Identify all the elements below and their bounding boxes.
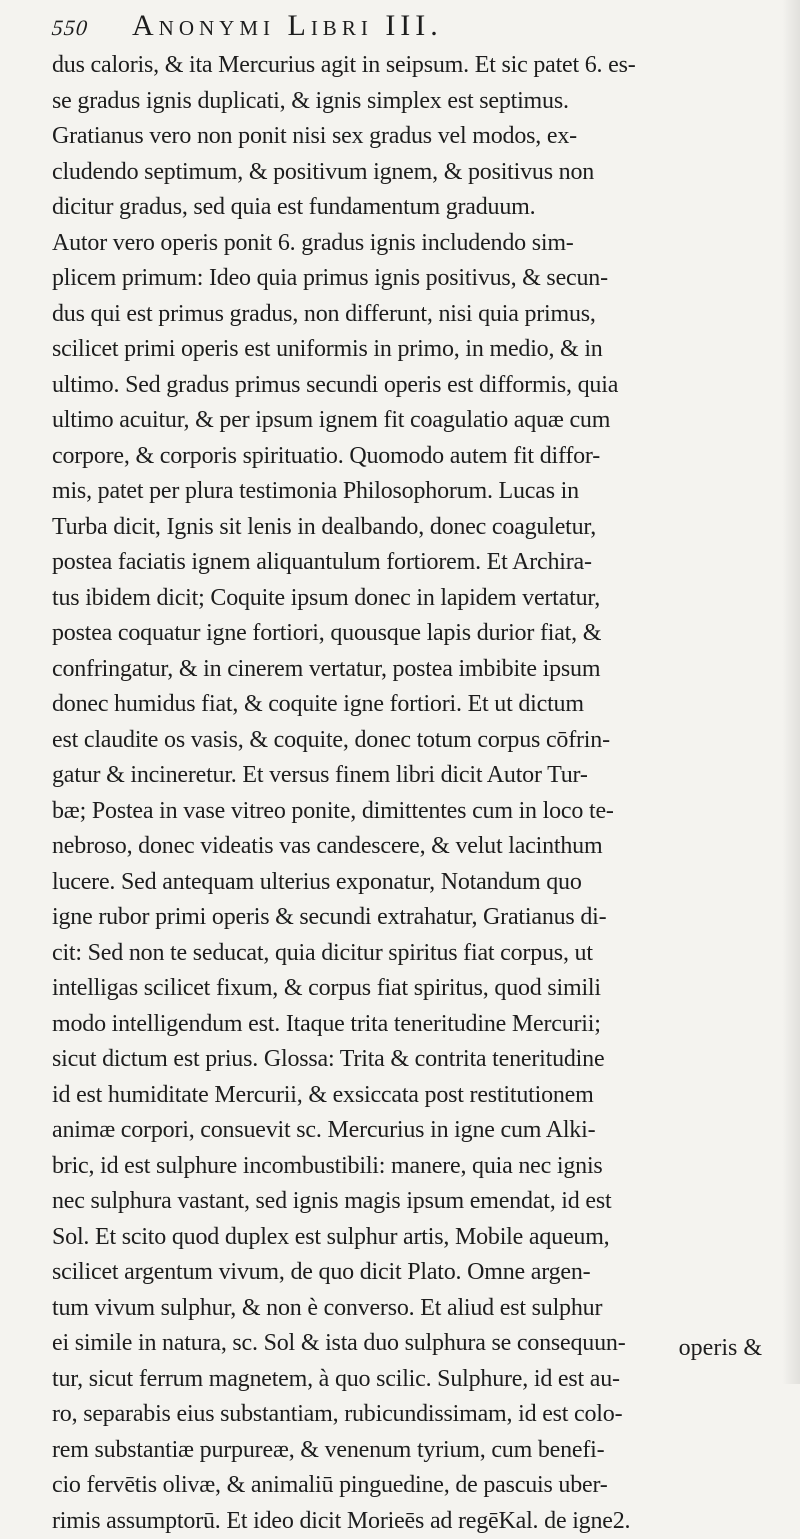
text-line: ultimo acuitur, & per ipsum ignem fit coagulatio aquæ cum — [52, 403, 772, 439]
text-line: tum vivum sulphur, & non è converso. Et aliud est sulphur — [52, 1291, 772, 1327]
text-line: ultimo. Sed gradus primus secundi operis est difformis, quia — [52, 368, 772, 404]
text-line: ro, separabis eius substantiam, rubicundissimam, id est colo- — [52, 1397, 772, 1433]
text-line: corpore, & corporis spirituatio. Quomodo autem fit diffor- — [52, 439, 772, 475]
text-line: dus qui est primus gradus, non differunt, nisi quia primus, — [52, 297, 772, 333]
page-edge-shadow — [782, 0, 800, 1384]
text-line: bric, id est sulphure incombustibili: manere, quia nec ignis — [52, 1149, 772, 1185]
text-line: nec sulphura vastant, sed ignis magis ipsum emendat, id est — [52, 1184, 772, 1220]
text-line: id est humiditate Mercurii, & exsiccata post restitutionem — [52, 1078, 772, 1114]
text-line: cio fervētis olivæ, & animaliū pinguedine, de pascuis uber- — [52, 1468, 772, 1504]
text-line: se gradus ignis duplicati, & ignis simplex est septimus. — [52, 84, 772, 120]
text-line: dicitur gradus, sed quia est fundamentum graduum. — [52, 190, 772, 226]
text-line: Sol. Et scito quod duplex est sulphur artis, Mobile aqueum, — [52, 1220, 772, 1256]
catchword: operis & — [679, 1330, 762, 1366]
text-line: confringatur, & in cinerem vertatur, postea imbibite ipsum — [52, 652, 772, 688]
text-line: animæ corpori, consuevit sc. Mercurius in igne cum Alki- — [52, 1113, 772, 1149]
text-line: nebroso, donec videatis vas candescere, & velut lacinthum — [52, 829, 772, 865]
page-number: 550 — [50, 6, 135, 50]
text-line: scilicet primi operis est uniformis in primo, in medio, & in — [52, 332, 772, 368]
text-line: cludendo septimum, & positivum ignem, & positivus non — [52, 155, 772, 191]
text-line: postea coquatur igne fortiori, quousque lapis durior fiat, & — [52, 616, 772, 652]
text-line: tur, sicut ferrum magnetem, à quo scilic. Sulphure, id est au- — [52, 1362, 772, 1398]
text-line: igne rubor primi operis & secundi extrahatur, Gratianus di- — [52, 900, 772, 936]
running-title: Anonymi Libri III. — [132, 4, 443, 48]
text-line: Gratianus vero non ponit nisi sex gradus vel modos, ex- — [52, 119, 772, 155]
text-line: est claudite os vasis, & coquite, donec totum corpus cōfrin- — [52, 723, 772, 759]
text-line: rem substantiæ purpureæ, & venenum tyrium, cum benefi- — [52, 1433, 772, 1469]
text-line: dus caloris, & ita Mercurius agit in seipsum. Et sic patet 6. es- — [52, 48, 772, 84]
body-text — [52, 48, 772, 1539]
text-line: postea faciatis ignem aliquantulum fortiorem. Et Archira- — [52, 545, 772, 581]
text-line: plicem primum: Ideo quia primus ignis positivus, & secun- — [52, 261, 772, 297]
text-line: sicut dictum est prius. Glossa: Trita & contrita teneritudine — [52, 1042, 772, 1078]
page-header — [52, 4, 772, 48]
text-line: donec humidus fiat, & coquite igne fortiori. Et ut dictum — [52, 687, 772, 723]
text-line: mis, patet per plura testimonia Philosophorum. Lucas in — [52, 474, 772, 510]
text-line: scilicet argentum vivum, de quo dicit Plato. Omne argen- — [52, 1255, 772, 1291]
text-line: Turba dicit, Ignis sit lenis in dealbando, donec coaguletur, — [52, 510, 772, 546]
text-line: ei simile in natura, sc. Sol & ista duo sulphura se consequun- — [52, 1326, 772, 1362]
text-line: modo intelligendum est. Itaque trita teneritudine Mercurii; — [52, 1007, 772, 1043]
text-line: tus ibidem dicit; Coquite ipsum donec in lapidem vertatur, — [52, 581, 772, 617]
text-line: bæ; Postea in vase vitreo ponite, dimittentes cum in loco te- — [52, 794, 772, 830]
text-line: intelligas scilicet fixum, & corpus fiat spiritus, quod simili — [52, 971, 772, 1007]
text-line: rimis assumptorū. Et ideo dicit Morieēs ad regēKal. de igne2. — [52, 1504, 772, 1539]
text-line: lucere. Sed antequam ulterius exponatur, Notandum quo — [52, 865, 772, 901]
text-line: Autor vero operis ponit 6. gradus ignis includendo sim- — [52, 226, 772, 262]
text-line: cit: Sed non te seducat, quia dicitur spiritus fiat corpus, ut — [52, 936, 772, 972]
text-line: gatur & incineretur. Et versus finem libri dicit Autor Tur- — [52, 758, 772, 794]
